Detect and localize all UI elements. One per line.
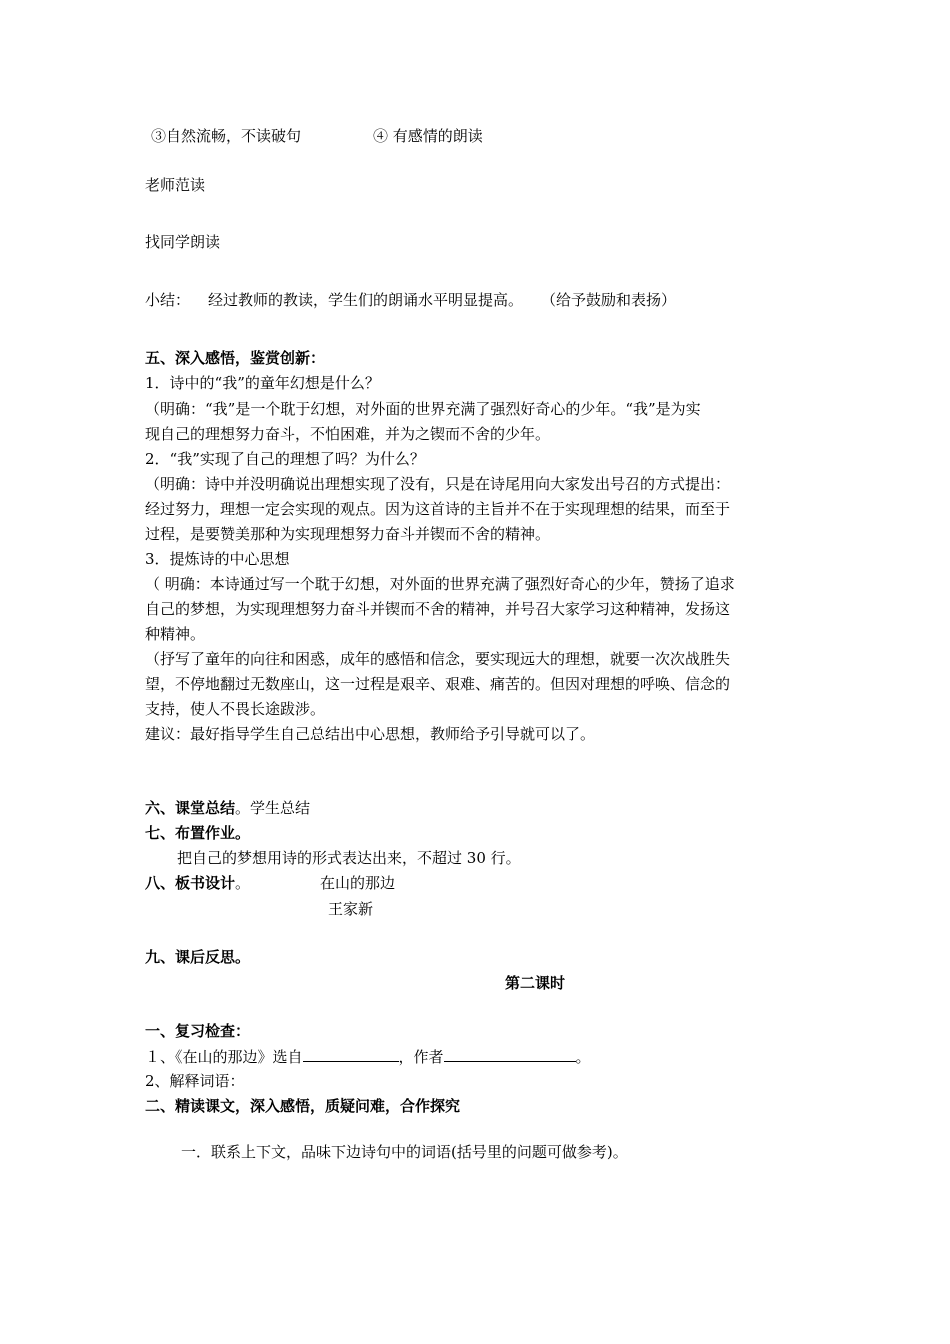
section5-a3-line2: 自己的梦想，为实现理想努力奋斗并锲而不舍的精神，并号召大家学习这种精神，发扬这 <box>145 600 731 618</box>
teacher-reads: 老师范读 <box>145 176 206 194</box>
section5-a1-line2: 现自己的理想努力奋斗，不怕困难，并为之锲而不舍的少年。 <box>145 425 551 443</box>
section5-a3-line1: （ 明确：本诗通过写一个耽于幻想，对外面的世界充满了强烈好奇心的少年，赞扬了追求 <box>145 575 735 593</box>
section6-heading: 六、课堂总结 <box>145 799 236 817</box>
section5-a2-line2: 经过努力，理想一定会实现的观点。因为这首诗的主旨并不在于实现理想的结果，而至于 <box>145 500 731 518</box>
reading-tip-4: ④ 有感情的朗读 <box>373 127 483 145</box>
lesson2-title: 第二课时 <box>505 974 566 992</box>
section5-suggestion: 建议：最好指导学生自己总结出中心思想，教师给予引导就可以了。 <box>145 725 596 743</box>
board-title: 在山的那边 <box>320 874 396 892</box>
student-reads: 找同学朗读 <box>145 233 221 251</box>
reading-tip-3: ③自然流畅，不读破句 <box>151 127 302 145</box>
section5-a2-line3: 过程，是要赞美那种为实现理想努力奋斗并锲而不舍的精神。 <box>145 525 551 543</box>
section5-a2-line1: （明确：诗中并没明确说出理想实现了没有，只是在诗尾用向大家发出号召的方式提出： <box>145 475 731 493</box>
summary-label: 小结： <box>145 291 191 309</box>
section5-heading: 五、深入感悟，鉴赏创新： <box>145 349 326 367</box>
section5-q1: 1．诗中的“我”的童年幻想是什么？ <box>145 374 380 392</box>
section5-a4-line1: （抒写了童年的向往和困惑，成年的感悟和信念，要实现远大的理想，就要一次次战胜失 <box>145 650 731 668</box>
lesson2-item1: 一．联系上下文，品味下边诗句中的词语(括号里的问题可做参考)。 <box>181 1143 628 1161</box>
section2-heading: 二、精读课文，深入感悟，质疑问难，合作探究 <box>145 1097 461 1115</box>
section8-dot: 。 <box>235 874 251 892</box>
review-q1 <box>145 1046 591 1067</box>
section6-text: 。学生总结 <box>235 799 311 817</box>
review-q1-end: 。 <box>575 1048 591 1066</box>
review-q1-mid: ，作者 <box>398 1048 444 1066</box>
section5-a3-line3: 种精神。 <box>145 625 206 643</box>
board-author: 王家新 <box>328 900 374 918</box>
author-blank[interactable] <box>444 1046 576 1062</box>
section5-a4-line3: 支持，使人不畏长途跋涉。 <box>145 700 326 718</box>
section7-text: 把自己的梦想用诗的形式表达出来，不超过 30 行。 <box>177 849 521 867</box>
review-q1-prefix: １、《在山的那边》选自 <box>145 1048 303 1066</box>
section5-a4-line2: 望，不停地翻过无数座山，这一过程是艰辛、艰难、痛苦的。但因对理想的呼唤、信念的 <box>145 675 731 693</box>
section7-heading: 七、布置作业。 <box>145 824 251 842</box>
section5-q2: 2．“我”实现了自己的理想了吗？为什么？ <box>145 450 425 468</box>
summary-line <box>145 290 676 310</box>
section8-line <box>145 873 250 893</box>
section9-heading: 九、课后反思。 <box>145 948 251 966</box>
section8-heading: 八、板书设计 <box>145 874 236 892</box>
summary-text: 经过教师的教读，学生们的朗诵水平明显提高。 <box>208 291 524 309</box>
review-q2: 2、解释词语： <box>145 1072 245 1090</box>
section5-q3: 3．提炼诗的中心思想 <box>145 550 290 568</box>
review-heading: 一、复习检查： <box>145 1022 251 1040</box>
source-blank[interactable] <box>303 1046 399 1062</box>
summary-note: （给予鼓励和表扬） <box>541 291 677 309</box>
section6-line <box>145 798 310 818</box>
section5-a1-line1: （明确：“我”是一个耽于幻想，对外面的世界充满了强烈好奇心的少年。“我”是为实 <box>145 400 701 418</box>
